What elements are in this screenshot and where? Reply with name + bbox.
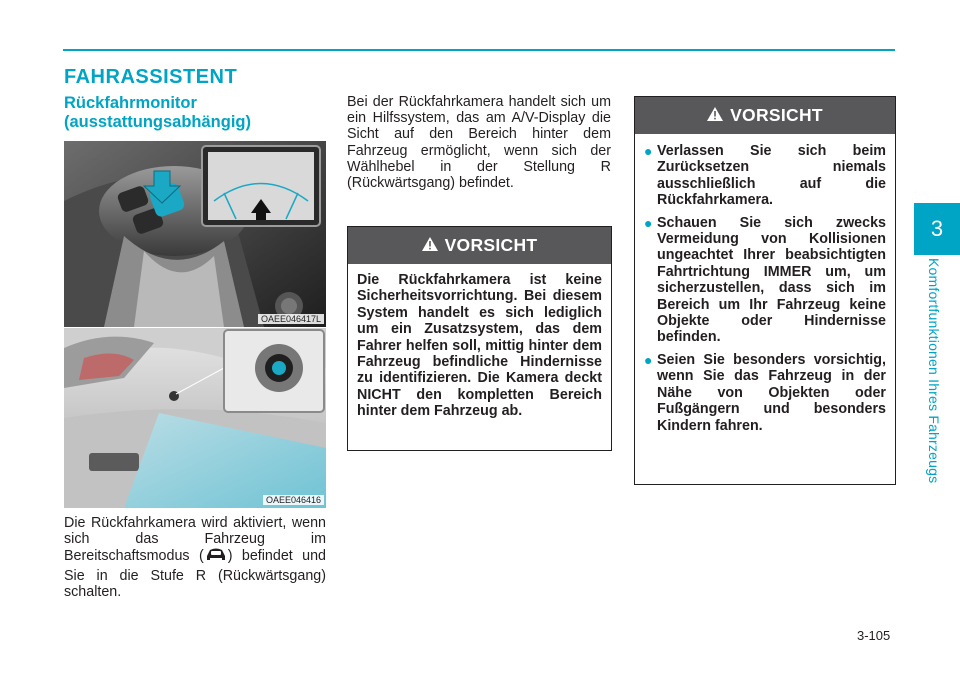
subtitle-line-2: (ausstattungsabhängig) — [64, 113, 252, 131]
caution-header-2 — [635, 97, 895, 134]
bullet-dot-icon: ● — [644, 143, 653, 159]
header-rule — [63, 49, 895, 51]
bullet-text: Seien Sie besonders vorsichtig, wenn Sie das Fahrzeug in der Nähe von Objekten oder Fußgängern und besonders Kindern fahren. — [657, 351, 886, 434]
activation-text-end: ) befindet und Sie in die Stufe R (Rückwärtsgang) schalten. — [64, 548, 326, 600]
bullet-text: Verlassen Sie sich beim Zurücksetzen niemals ausschließlich auf die Rückfahrkamera. — [657, 143, 886, 209]
caution-box-1 — [347, 226, 612, 451]
caution-bullet — [644, 215, 886, 346]
warning-triangle-icon — [707, 105, 723, 126]
caution-bullet — [644, 352, 886, 434]
caution-title-1: VORSICHT — [444, 235, 538, 255]
chapter-label: Komfortfunktionen Ihres Fahrzeugs — [926, 258, 942, 484]
bullet-dot-icon: ● — [644, 351, 653, 368]
caution-list — [644, 143, 886, 434]
warning-triangle-icon — [422, 235, 438, 256]
caution-title-2: VORSICHT — [730, 105, 823, 125]
figure-rear-camera — [64, 328, 326, 508]
car-ready-icon — [204, 547, 228, 567]
page-number: 3-105 — [857, 628, 891, 643]
caution-box-2 — [634, 96, 896, 485]
figure-code-1: OAEE046417L — [258, 314, 324, 324]
caution-text-1: Die Rückfahrkamera ist keine Sicherheitsvorrichtung. Bei diesem System handelt es sich lediglich um ein Zusatzsystem, das dem Fahrer helfen soll, mittig hinter dem Fahrzeug befindliche Hindernisse zu identifizieren. Die Kamera deckt NICHT den kompletten Bereich hinter dem Fahrzeug ab. — [357, 272, 602, 420]
subtitle-line-1: Rückfahrmonitor — [64, 94, 197, 112]
system-description: Bei der Rückfahrkamera handelt sich um ein Hilfssystem, das am A/V-Display die Sicht auf den Bereich hinter dem Fahrzeug ermöglicht, wenn sich der Wählhebel in der Stellung R (Rückwärtsgang) befindet. — [347, 94, 611, 192]
activation-text-start: Die Rückfahrkamera wird aktiviert, wenn sich das Fahrzeug im Bereitschaftsmodus ( — [64, 515, 326, 565]
gear-selector-illustration — [64, 141, 326, 327]
bullet-dot-icon: ● — [644, 214, 653, 231]
figure-code-2: OAEE046416 — [263, 495, 324, 505]
caution-bullet — [644, 143, 886, 209]
activation-paragraph — [64, 515, 326, 600]
section-title: FAHRASSISTENT — [64, 66, 238, 88]
caution-header-1 — [348, 227, 611, 264]
figure-gear-selector — [64, 141, 326, 327]
rear-camera-illustration — [64, 328, 326, 508]
chapter-tab[interactable]: 3 — [914, 203, 960, 255]
bullet-text: Schauen Sie sich zwecks Vermeidung von Kollisionen ungeachtet Ihrer beabsichtigten Fahrtrichtung IMMER um, um sicherzustellen, dass sich im Bereich um Ihr Fahrzeug keine Objekte oder Hindernisse befinden. — [657, 214, 886, 346]
caution-list-container — [635, 134, 895, 434]
subsection-title — [64, 94, 324, 132]
